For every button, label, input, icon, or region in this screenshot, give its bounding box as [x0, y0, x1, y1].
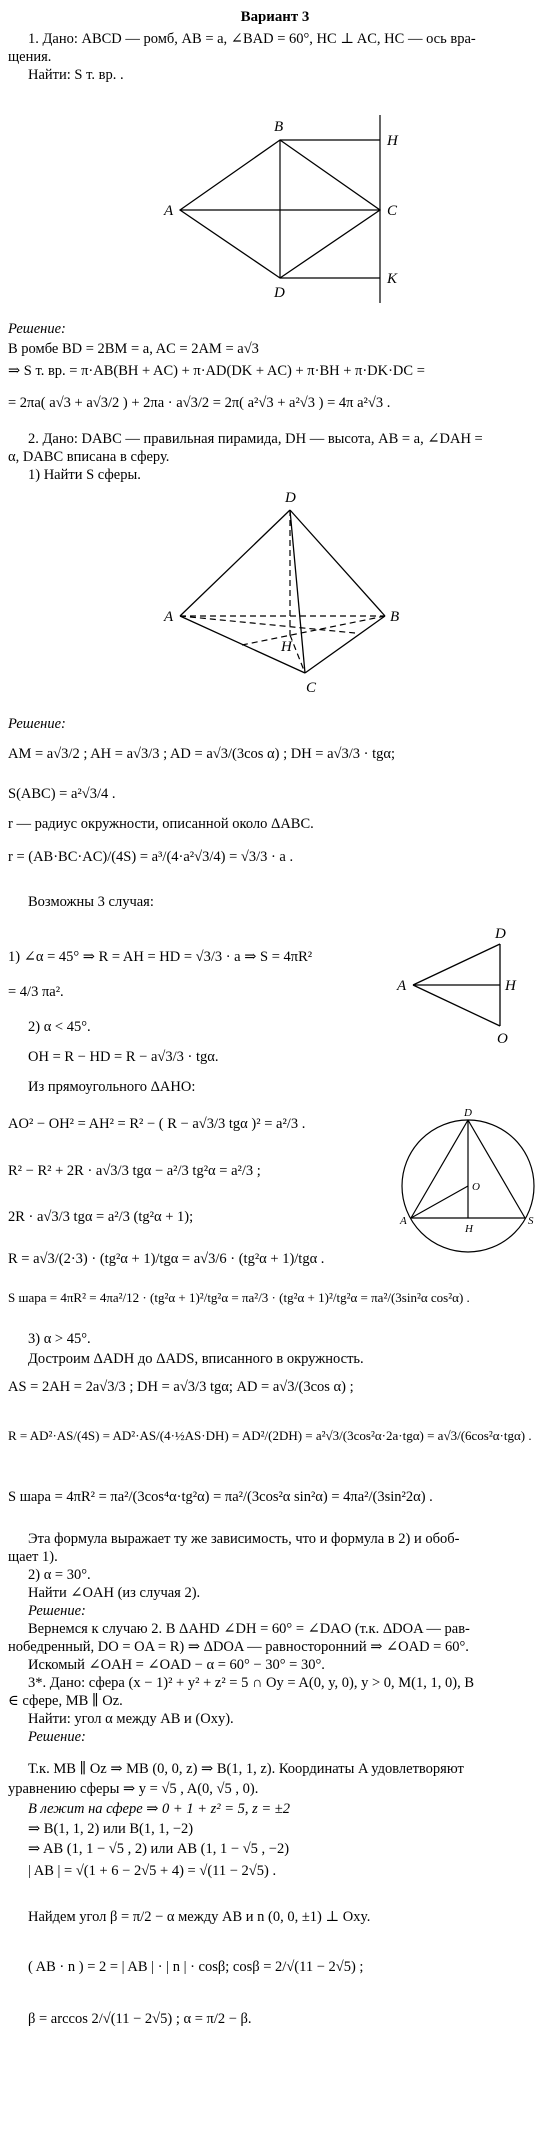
p2-solution-heading: Решение:	[8, 716, 66, 732]
p2-q2-line1: 2) α = 30°.	[28, 1567, 91, 1583]
fig4-label-a: A	[400, 1215, 407, 1227]
p1-solution-heading: Решение:	[8, 321, 66, 337]
fig1-label-h: H	[387, 133, 398, 149]
p2-case2-line7: R = a√3/(2·3) · (tg²α + 1)/tgα = a√3/6 · (tg²α + 1)/tgα .	[8, 1251, 325, 1267]
p2-q2-line2: Найти ∠OAH (из случая 2).	[28, 1585, 201, 1601]
p3-solution-line9: β = arccos 2/√(11 − 2√5) ; α = π/2 − β.	[28, 2011, 252, 2027]
p2-q2-line3: Вернемся к случаю 2. В ΔAHD ∠DH = 60° = ∠DAO (т.к. ΔDOA — рав-	[28, 1621, 470, 1637]
fig3-label-o: O	[497, 1031, 508, 1047]
p2-case2-line4: AO² − OH² = AH² = R² − ( R − a√3/3 tgα )² = a²/3 .	[8, 1116, 306, 1132]
p2-case2-line8: S шара = 4πR² = 4πa²/12 · (tg²α + 1)²/tg²α = πa²/3 · (tg²α + 1)²/tg²α = πa²/(3sin²α cos²α) .	[8, 1290, 470, 1305]
p3-condition-line1: 3*. Дано: сфера (x − 1)² + y² + z² = 5 ∩ Oy = A(0, y, 0), y > 0, M(1, 1, 0), B	[28, 1675, 474, 1691]
p2-solution-line4: r = (AB·BC·AC)/(4S) = a³/(4·a²√3/4) = √3/3 · a .	[8, 849, 294, 865]
pyramid-figure	[160, 488, 410, 698]
p2-case3-line3: AS = 2AH = 2a√3/3 ; DH = a√3/3 tgα; AD = a√3/(3cos α) ;	[8, 1379, 354, 1395]
fig1-label-b: B	[274, 119, 284, 135]
p2-case2-line6: 2R · a√3/3 tgα = a²/3 (tg²α + 1);	[8, 1209, 194, 1225]
p2-note-line2: щает 1).	[8, 1549, 58, 1565]
p2-q2-solution-heading: Решение:	[28, 1603, 86, 1619]
p2-case3-line5: S шара = 4πR² = πa²/(3cos⁴α·tg²α) = πa²/(3cos²α sin²α) = 4πa²/(3sin²2α) .	[8, 1489, 433, 1505]
p2-note-line1: Эта формула выражает ту же зависимость, что и формула в 2) и обоб-	[28, 1531, 460, 1547]
p2-case2-line5: R² − R² + 2R · a√3/3 tgα − a²/3 tg²α = a²/3 ;	[8, 1163, 261, 1179]
p3-condition-line2: ∈ сфере, MB ∥ Oz.	[8, 1693, 123, 1709]
p2-case1-line1: 1) ∠α = 45° ⇒ R = AH = HD = √3/3 · a ⇒ S = 4πR²	[8, 949, 313, 965]
p2-case3-line1: 3) α > 45°.	[28, 1331, 91, 1347]
fig4-label-d: D	[464, 1107, 472, 1119]
p2-solution-line1: AM = a√3/2 ; AH = a√3/3 ; AD = a√3/(3cos α) ; DH = a√3/3 · tgα;	[8, 746, 396, 762]
p1-find: Найти: S т. вр. .	[28, 67, 124, 83]
variant-title: Вариант 3	[240, 9, 310, 25]
fig1-label-a: A	[164, 203, 174, 219]
p3-solution-line8: ( AB · n ) = 2 = | AB | · | n | · cosβ; cosβ = 2/√(11 − 2√5) ;	[28, 1959, 364, 1975]
p3-solution-line4: ⇒ B(1, 1, 2) или B(1, 1, −2)	[28, 1821, 194, 1837]
fig2-label-h: H	[281, 639, 292, 655]
p2-case3-line2: Достроим ΔADH до ΔADS, вписанного в окружность.	[28, 1351, 364, 1367]
fig2-label-d: D	[285, 490, 296, 506]
circle-figure	[388, 1108, 548, 1258]
fig3-label-a: A	[397, 978, 407, 994]
p2-find: 1) Найти S сферы.	[28, 467, 141, 483]
p3-solution-line2: уравнению сферы ⇒ y = √5 , A(0, √5 , 0).	[8, 1781, 259, 1797]
p2-case2-line3: Из прямоугольного ΔAHO:	[28, 1079, 196, 1095]
p2-case1-line2: = 4/3 πa².	[8, 984, 64, 1000]
fig1-label-k: K	[387, 271, 398, 287]
p3-solution-line6: | AB | = √(1 + 6 − 2√5 + 4) = √(11 − 2√5) .	[28, 1863, 277, 1879]
fig2-label-b: B	[390, 609, 400, 625]
fig3-label-h: H	[505, 978, 516, 994]
p1-solution-line1: В ромбе BD = 2BM = a, AC = 2AM = a√3	[8, 341, 259, 357]
fig2-label-c: C	[306, 680, 317, 696]
p1-solution-line3: = 2πa( a√3 + a√3/2 ) + 2πa · a√3/2 = 2π( a²√3 + a²√3 ) = 4π a²√3 .	[8, 395, 391, 411]
rhombus-figure	[150, 115, 420, 315]
p2-condition-line2: α, DABC вписана в сферу.	[8, 449, 170, 465]
fig3-label-d: D	[495, 926, 506, 942]
p2-condition-line1: 2. Дано: DABC — правильная пирамида, DH — высота, AB = a, ∠DAH =	[28, 431, 483, 447]
p2-case2-line2: OH = R − HD = R − a√3/3 · tgα.	[28, 1049, 219, 1065]
fig4-label-s: S	[528, 1215, 534, 1227]
p2-q2-line5: Искомый ∠OAH = ∠OAD − α = 60° − 30° = 30°.	[28, 1657, 325, 1673]
p2-case2-line1: 2) α < 45°.	[28, 1019, 91, 1035]
p2-solution-line2: S(ABC) = a²√3/4 .	[8, 786, 116, 802]
p3-solution-line1: Т.к. MB ∥ Oz ⇒ MB (0, 0, z) ⇒ B(1, 1, z). Координаты A удовлетворяют	[28, 1761, 464, 1777]
triangle-figure	[395, 926, 545, 1047]
p3-solution-line7: Найдем угол β = π/2 − α между AB и n (0, 0, ±1) ⊥ Oxy.	[28, 1909, 371, 1925]
p1-solution-line2: ⇒ S т. вр. = π·AB(BH + AC) + π·AD(DK + AC) + π·BH + π·DK·DC =	[8, 363, 425, 379]
fig4-label-h: H	[465, 1223, 473, 1235]
p3-solution-line3: B лежит на сфере ⇒ 0 + 1 + z² = 5, z = ±2	[28, 1801, 291, 1817]
p2-case3-line4: R = AD²·AS/(4S) = AD²·AS/(4·½AS·DH) = AD²/(2DH) = a²√3/(3cos²α·2a·tgα) = a√3/(6cos²α·tgα) .	[8, 1428, 532, 1443]
p2-cases-intro: Возможны 3 случая:	[28, 894, 154, 910]
p2-q2-line4: нобедренный, DO = OA = R) ⇒ ΔDOA — равносторонний ⇒ ∠OAD = 60°.	[8, 1639, 469, 1655]
p1-condition-line2: щения.	[8, 49, 52, 65]
fig4-label-o: O	[472, 1181, 480, 1193]
p3-find: Найти: угол α между AB и (Oxy).	[28, 1711, 234, 1727]
fig2-label-a: A	[164, 609, 174, 625]
fig1-label-c: C	[387, 203, 398, 219]
p3-solution-line5: ⇒ AB (1, 1 − √5 , 2) или AB (1, 1 − √5 , −2)	[28, 1841, 290, 1857]
p3-solution-heading: Решение:	[28, 1729, 86, 1745]
p1-condition-line1: 1. Дано: ABCD — ромб, AB = a, ∠BAD = 60°, HC ⊥ AC, HC — ось вра-	[28, 31, 476, 47]
p2-solution-line3: r — радиус окружности, описанной около ΔABC.	[8, 816, 314, 832]
fig1-label-d: D	[274, 285, 285, 301]
